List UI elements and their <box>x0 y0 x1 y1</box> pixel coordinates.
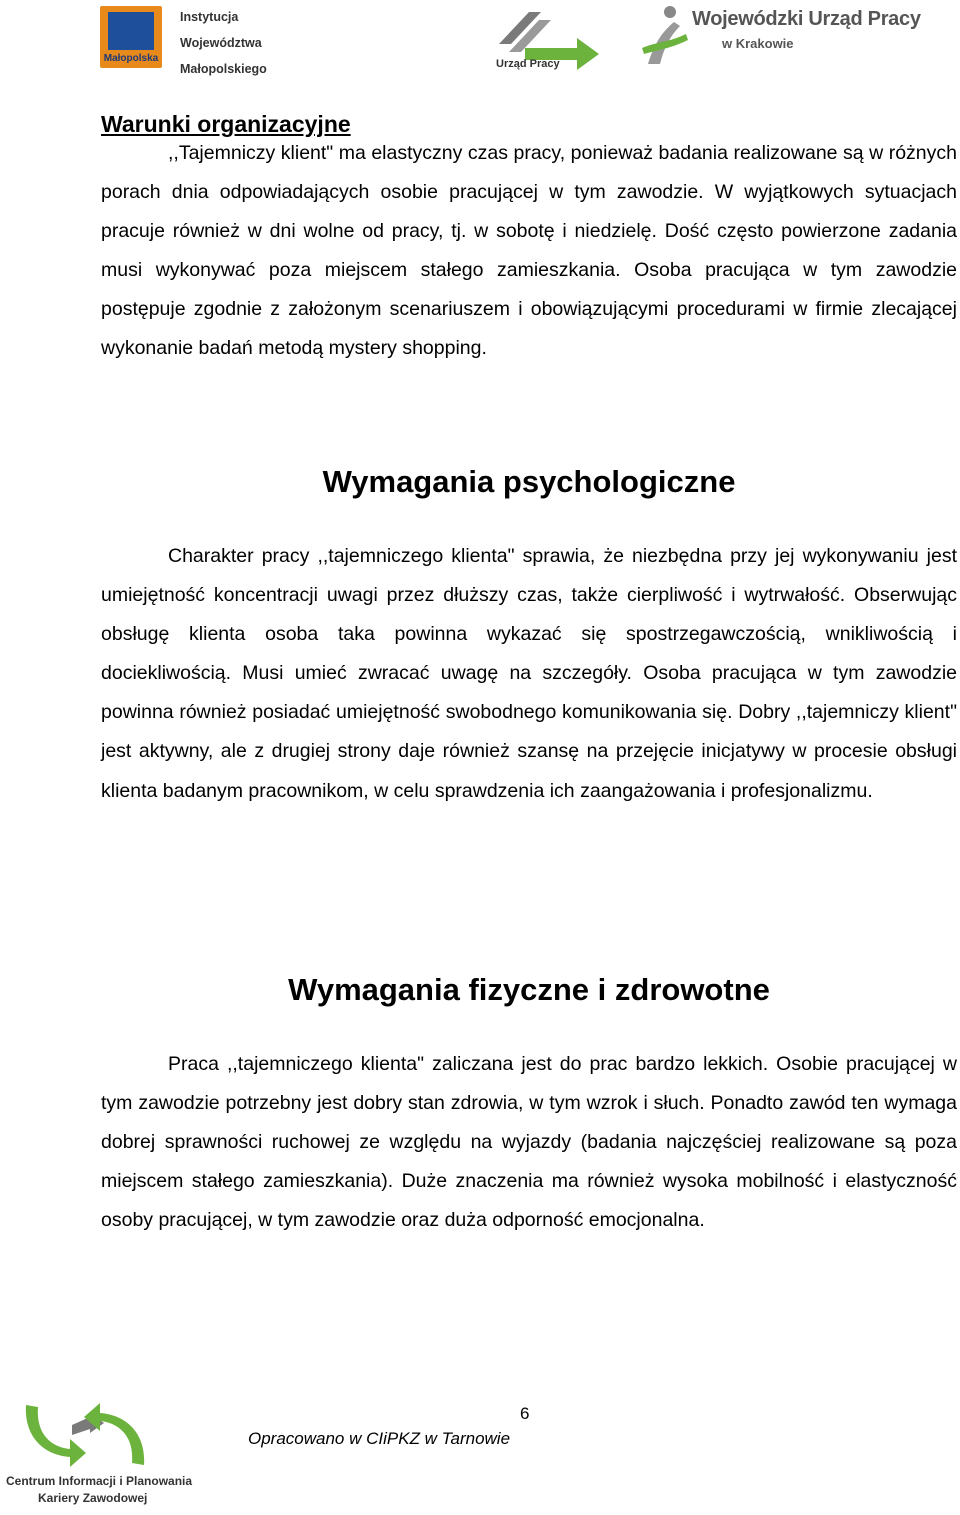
section-text-organizational: ,,Tajemniczy klient" ma elastyczny czas pracy, ponieważ badania realizowane są w różnych porach dnia odpowiadających osobie pracującej w tym zawodzie. W wyjątkowych sytuacjach pracuje również w dni wolne od pracy, tj. w sobotę i niedzielę. Dość często powierzone zadania musi wykonywać poza miejscem stałego zamieszkania. Osoba pracująca w tym zawodzie postępuje zgodnie z założonym scenariuszem i obowiązującymi procedurami w firmie zlecającej wykonanie badań metodą mystery shopping. <box>101 142 957 360</box>
institution-name: Instytucja Województwa Małopolskiego <box>180 10 267 76</box>
cip-arrows-icon <box>20 1395 150 1475</box>
urzad-pracy-label: Urząd Pracy <box>496 58 560 70</box>
section-text-physical: Praca ,,tajemniczego klienta" zaliczana jest do prac bardzo lekkich. Osobie pracującej w tym zawodzie potrzebny jest dobry stan zdrowia, w tym wzrok i słuch. Ponadto zawód ten wymaga dobrej sprawności ruchowej ze względu na wyjazdy (badania najczęściej realizowane są poza miejscem stałego zamieszkania). Duże znaczenia ma również wysoka mobilność i elastyczność osoby pracującej, w tym zawodzie oraz duża odporność emocjonalna. <box>101 1053 957 1232</box>
malopolska-emblem-icon <box>108 12 154 50</box>
malopolska-logo <box>100 6 162 68</box>
section-text-psychological: Charakter pracy ,,tajemniczego klienta" sprawia, że niezbędna przy jej wykonywaniu jest umiejętność koncentracji uwagi przez dłuższy czas, także cierpliwość i wytrwałość. Obserwując obsługę klienta osoba taka powinna wykazać się spostrzegawczością, wnikliwością i dociekliwością. Musi umieć zwracać uwagę na szczegóły. Osoba pracująca w tym zawodzie powinna również posiadać umiejętność swobodnego komunikowania się. Dobry ,,tajemniczy klient" jest aktywny, ale z drugiej strony daje również szansę na przejęcie inicjatywy w procesie obsługi klienta badanym pracownikom, w celu sprawdzenia ich zaangażowania i profesjonalizmu. <box>101 545 957 802</box>
cip-label: Centrum Informacji i Planowania Kariery Zawodowej <box>6 1474 193 1505</box>
footer-note: Opracowano w CIiPKZ w Tarnowie <box>248 1429 511 1448</box>
page-number: 6 <box>520 1404 530 1423</box>
wup-subtitle: w Krakowie <box>722 36 794 51</box>
section-title-physical: Wymagania fizyczne i zdrowotne <box>288 972 770 1007</box>
malopolska-logo-label: Małopolska <box>103 53 159 64</box>
section-title-organizational: Warunki organizacyjne <box>101 111 351 137</box>
wup-title: Wojewódzki Urząd Pracy <box>692 8 921 30</box>
section-title-psychological: Wymagania psychologiczne <box>322 464 736 499</box>
wup-figure-icon <box>640 4 690 68</box>
